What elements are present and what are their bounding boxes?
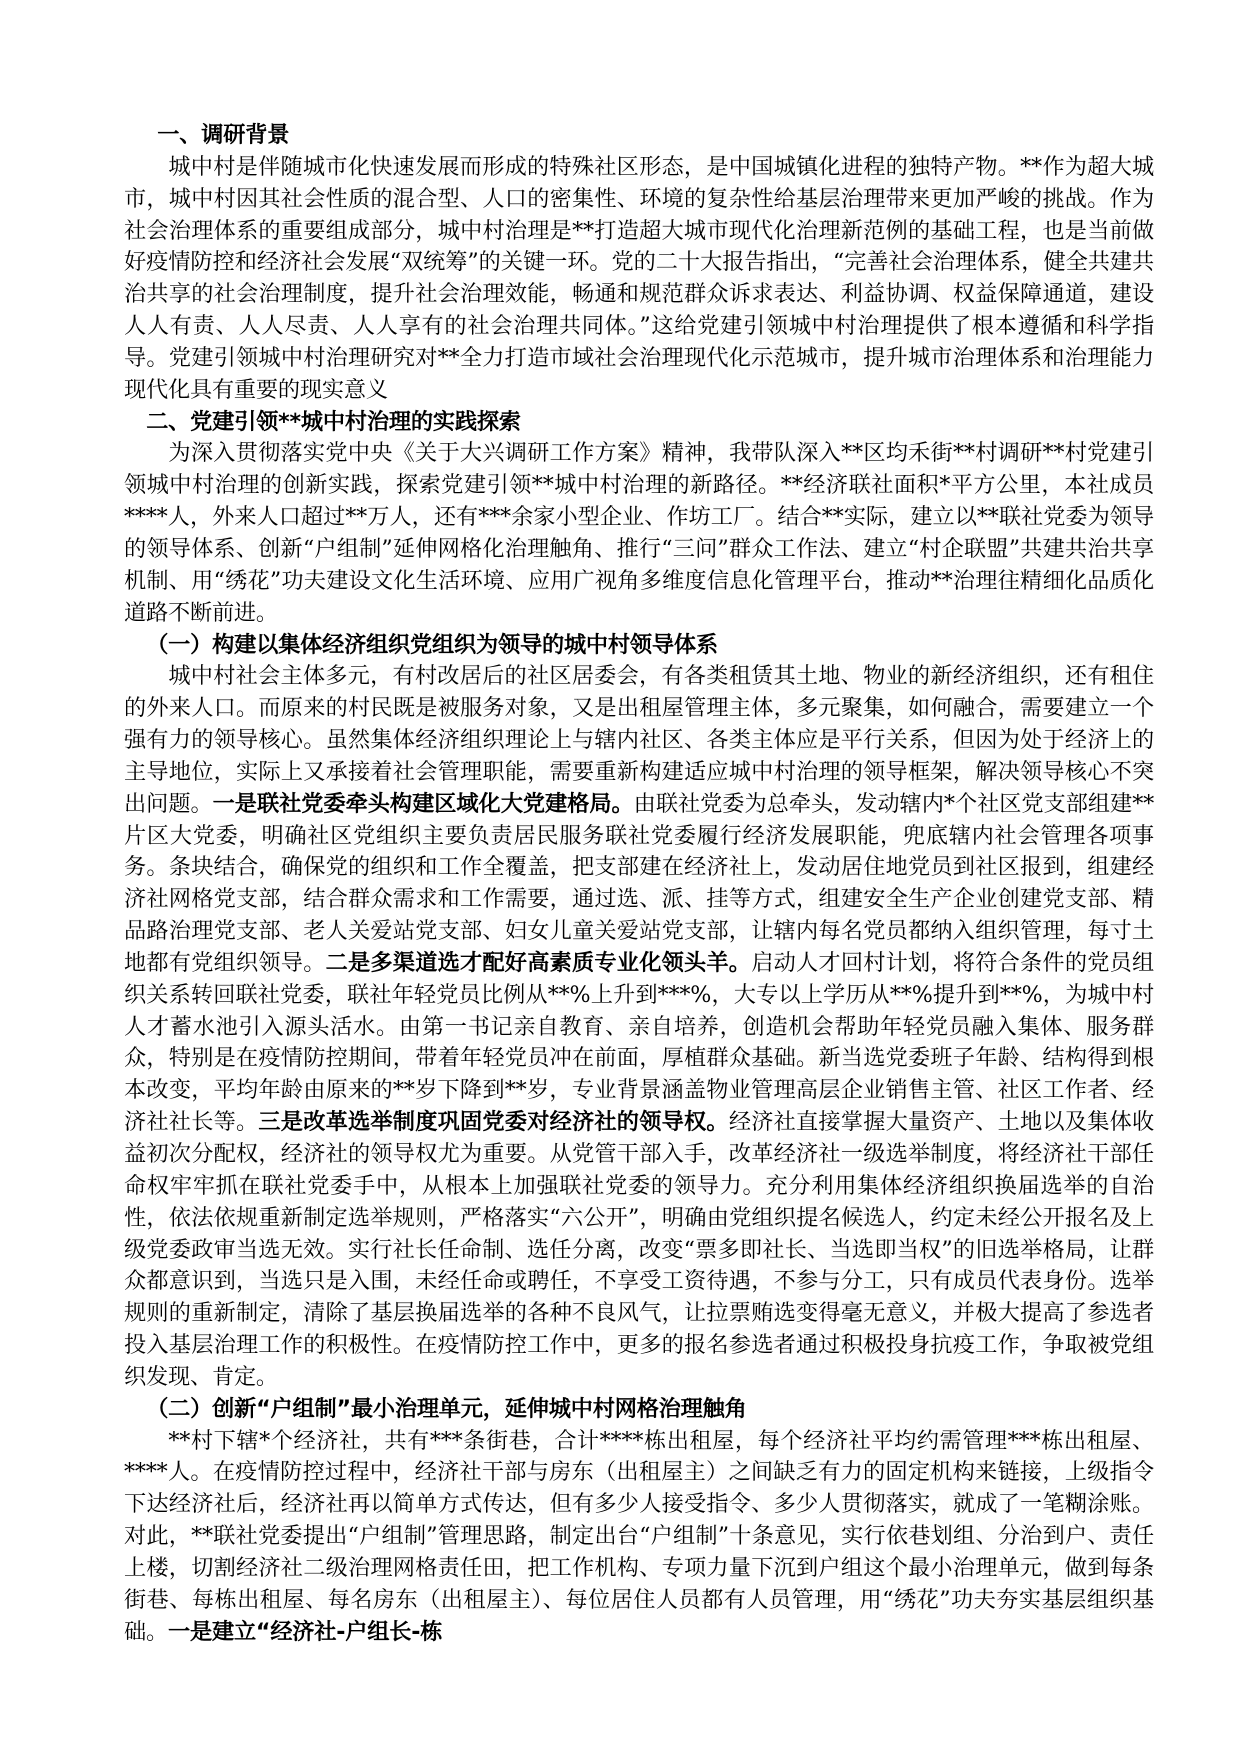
paragraph-leadership-system	[124, 661, 1154, 1393]
body-text: 经济社直接掌握大量资产、土地以及集体收益初次分配权，经济社的领导权尤为重要。从党管干部入手，改革经济社一级选举制度，将经济社干部任命权牢牢抓在联社党委手中，从根本上加强联社党委的领导力。充分利用集体经济组织换届选举的自治性，依法依规重新制定选举规则，严格落实“六公开”，明确由党组织提名候选人，约定未经公开报名及上级党委政审当选无效。实行社长任命制、选任分离，改变“票多即社长、当选即当权”的旧选举格局，让群众都意识到，当选只是入围，未经任命或聘任，不享受工资待遇，不参与分工，只有成员代表身份。选举规则的重新制定，清除了基层换届选举的各种不良风气，让拉票贿选变得毫无意义，并极大提高了参选者投入基层治理工作的积极性。在疫情防控工作中，更多的报名参选者通过积极投身抗疫工作，争取被党组织发现、肯定。	[124, 1109, 1154, 1390]
body-text: 城中村社会主体多元，有村改居后的社区居委会，有各类租赁其土地、物业的新经济组织，还有租住的外来人口。而原来的村民既是被服务对象，又是出租屋管理主体，多元聚集，如何融合，需要建立一个强有力的领导核心。虽然集体经济组织理论上与辖内社区、各类主体应是平行关系，但因为处于经济上的主导地位，实际上又承接着社会管理职能，需要重新构建适应城中村治理的领导框架，解决领导核心不突出问题。	[124, 663, 1154, 817]
lead-point-4: 一是建立“经济社-户组长-栋	[167, 1618, 443, 1645]
lead-point-1: 一是联社党委牵头构建区域化大党建格局。	[212, 790, 634, 817]
section-heading-practice: 二、党建引领**城中村治理的实践探索	[146, 408, 521, 435]
body-text: **村下辖*个经济社，共有***条街巷，合计****栋出租屋，每个经济社平均约需管理***栋出租屋、****人。在疫情防控过程中，经济社干部与房东（出租屋主）之间缺乏有力的固定机构来链接，上级指令下达经济社后，经济社再以简单方式传达，但有多少人接受指令、多少人贯彻落实，就成了一笔糊涂账。对此，**联社党委提出“户组制”管理思路，制定出台“户组制”十条意见，实行依巷划组、分治到户、责任上楼，切割经济社二级治理网格责任田，把工作机构、专项力量下沉到户组这个最小治理单元，做到每条街巷、每栋出租屋、每名房东（出租屋主）、每位居住人员都有人员管理，用“绣花”功夫夯实基层组织基础。	[124, 1427, 1154, 1645]
body-text: 由联社党委为总牵头，发动辖内*个社区党支部组建**片区大党委，明确社区党组织主要负责居民服务联社党委履行经济发展职能，兜底辖内社会管理各项事务。条块结合，确保党的组织和工作全覆盖，把支部建在经济社上，发动居住地党员到社区报到，组建经济社网格党支部，结合群众需求和工作需要，通过选、派、挂等方式，组建安全生产企业创建党支部、精品路治理党支部、老人关爱站党支部、妇女儿童关爱站党支部，让辖内每名党员都纳入组织管理，每寸土地都有党组织领导。	[124, 790, 1154, 976]
section-heading-research-background: 一、调研背景	[157, 122, 290, 148]
paragraph-background: 城中村是伴随城市化快速发展而形成的特殊社区形态，是中国城镇化进程的独特产物。**作为超大城市，城中村因其社会性质的混合型、人口的密集性、环境的复杂性给基层治理带来更加严峻的挑战。作为社会治理体系的重要组成部分，城中村治理是**打造超大城市现代化治理新范例的基础工程，也是当前做好疫情防控和经济社会发展“双统筹”的关键一环。党的二十大报告指出，“完善社会治理体系，健全共建共治共享的社会治理制度，提升社会治理效能，畅通和规范群众诉求表达、利益协调、权益保障通道，建设人人有责、人人尽责、人人享有的社会治理共同体。”这给党建引领城中村治理提供了根本遵循和科学指导。党建引领城中村治理研究对**全力打造市域社会治理现代化示范城市，提升城市治理体系和治理能力现代化具有重要的现实意义	[124, 153, 1154, 403]
subsection-heading-household-groups: （二）创新“户组制”最小治理单元，延伸城中村网格治理触角	[146, 1395, 747, 1422]
document-page	[124, 120, 1154, 1649]
lead-point-3: 三是改革选举制度巩固党委对经济社的领导权。	[258, 1109, 729, 1136]
lead-point-2: 二是多渠道选才配好高素质专业化领头羊。	[325, 949, 752, 976]
subsection-heading-leadership-system: （一）构建以集体经济组织党组织为领导的城中村领导体系	[146, 631, 718, 658]
paragraph-practice-intro: 为深入贯彻落实党中央《关于大兴调研工作方案》精神，我带队深入**区均禾街**村调研**村党建引领城中村治理的创新实践，探索党建引领**城中村治理的新路径。**经济联社面积*平方公里，本社成员****人，外来人口超过**万人，还有***余家小型企业、作坊工厂。结合**实际，建立以**联社党委为领导的领导体系、创新“户组制”延伸网格化治理触角、推行“三问”群众工作法、建立“村企联盟”共建共治共享机制、用“绣花”功夫建设文化生活环境、应用广视角多维度信息化管理平台，推动**治理往精细化品质化道路不断前进。	[124, 440, 1154, 626]
body-text: 启动人才回村计划，将符合条件的党员组织关系转回联社党委，联社年轻党员比例从**%上升到***%，大专以上学历从**%提升到**%，为城中村人才蓄水池引入源头活水。由第一书记亲自教育、亲自培养，创造机会帮助年轻党员融入集体、服务群众，特别是在疫情防控期间，带着年轻党员冲在前面，厚植群众基础。新当选党委班子年龄、结构得到根本改变，平均年龄由原来的**岁下降到**岁，专业背景涵盖物业管理高层企业销售主管、社区工作者、经济社社长等。	[124, 949, 1155, 1136]
paragraph-household-groups	[124, 1426, 1154, 1649]
